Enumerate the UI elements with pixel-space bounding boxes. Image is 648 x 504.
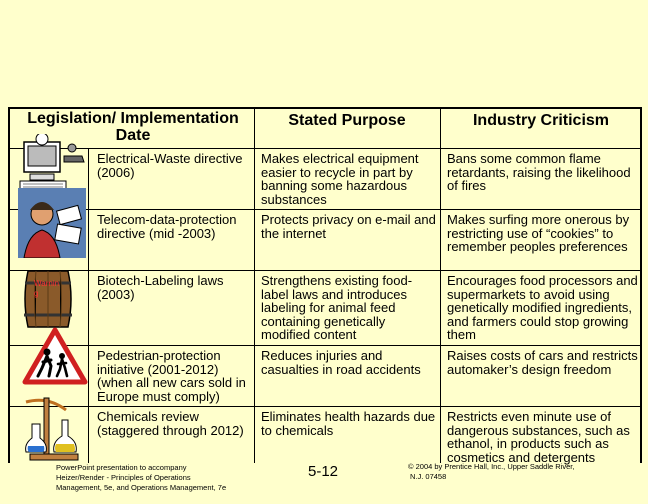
- footer-credit-line2: Heizer/Render - Principles of Operations: [56, 473, 191, 482]
- row-divider: [8, 345, 642, 346]
- chemical-flasks-icon: [22, 396, 86, 462]
- row4-criticism: Raises costs of cars and restricts automaker’s design freedom: [447, 348, 638, 377]
- row-divider: [8, 270, 642, 271]
- warning-barrel-icon: [22, 267, 74, 331]
- footer-copyright-line2: N.J. 07458: [410, 472, 447, 481]
- row2-criticism: Makes surfing more onerous by restricting use of “cookies” to remember peoples preferences: [447, 212, 630, 255]
- header-divider: [8, 148, 642, 149]
- footer-credit-line3: Management, 5e, and Operations Management, 7e: [56, 483, 227, 492]
- row4-purpose: Reduces injuries and casualties in road accidents: [261, 348, 421, 377]
- row2-purpose: Protects privacy on e-mail and the internet: [261, 212, 436, 241]
- column-divider: [88, 148, 89, 463]
- row4-legislation: Pedestrian-protection initiative (2001-2012) (when all new cars sold in Europe must comply): [97, 348, 246, 404]
- header-industry-criticism: Industry Criticism: [472, 112, 610, 129]
- footer-copyright: [408, 462, 644, 482]
- slide-number: 5-12: [308, 463, 339, 480]
- row-divider: [8, 406, 642, 407]
- column-divider: [254, 107, 255, 463]
- row5-purpose: Eliminates health hazards due to chemicals: [261, 409, 436, 438]
- row1-purpose: Makes electrical equipment easier to recycle in part by banning some hazardous substances: [261, 151, 419, 207]
- pedestrian-warning-sign-icon: [22, 326, 88, 388]
- footer-credit-line1: PowerPoint presentation to accompany: [56, 463, 187, 472]
- row3-criticism: Encourages food processors and supermarkets to avoid using genetically modified ingredients, and farmers could stop growing them: [447, 273, 638, 343]
- row5-legislation: Chemicals review (staggered through 2012): [97, 409, 244, 438]
- row1-criticism: Bans some common flame retardants, raising the likelihood of fires: [447, 151, 631, 194]
- row1-legislation: Electrical-Waste directive (2006): [97, 151, 243, 180]
- row3-legislation: Biotech-Labeling laws (2003): [97, 273, 224, 302]
- column-divider: [440, 107, 441, 463]
- row5-criticism: Restricts even minute use of dangerous substances, such as ethanol, in products such as cosmetics and detergents: [447, 409, 630, 465]
- row2-legislation: Telecom-data-protection directive (mid -2003): [97, 212, 237, 241]
- person-with-documents-icon: [18, 188, 86, 258]
- footer-copyright-line1: © 2004 by Prentice Hall, Inc., Upper Saddle River,: [408, 462, 575, 471]
- header-stated-purpose: Stated Purpose: [288, 112, 406, 129]
- row3-purpose: Strengthens existing food-label laws and introduces labeling for animal feed containing genetically modified content: [261, 273, 413, 343]
- footer-credit: [56, 463, 276, 493]
- barrel-warning-label: Warnin g: [34, 279, 60, 298]
- computer-workstation-icon: [16, 134, 86, 194]
- row-divider: [8, 209, 642, 210]
- header-legislation: Legislation/ Implementation Date: [27, 110, 239, 144]
